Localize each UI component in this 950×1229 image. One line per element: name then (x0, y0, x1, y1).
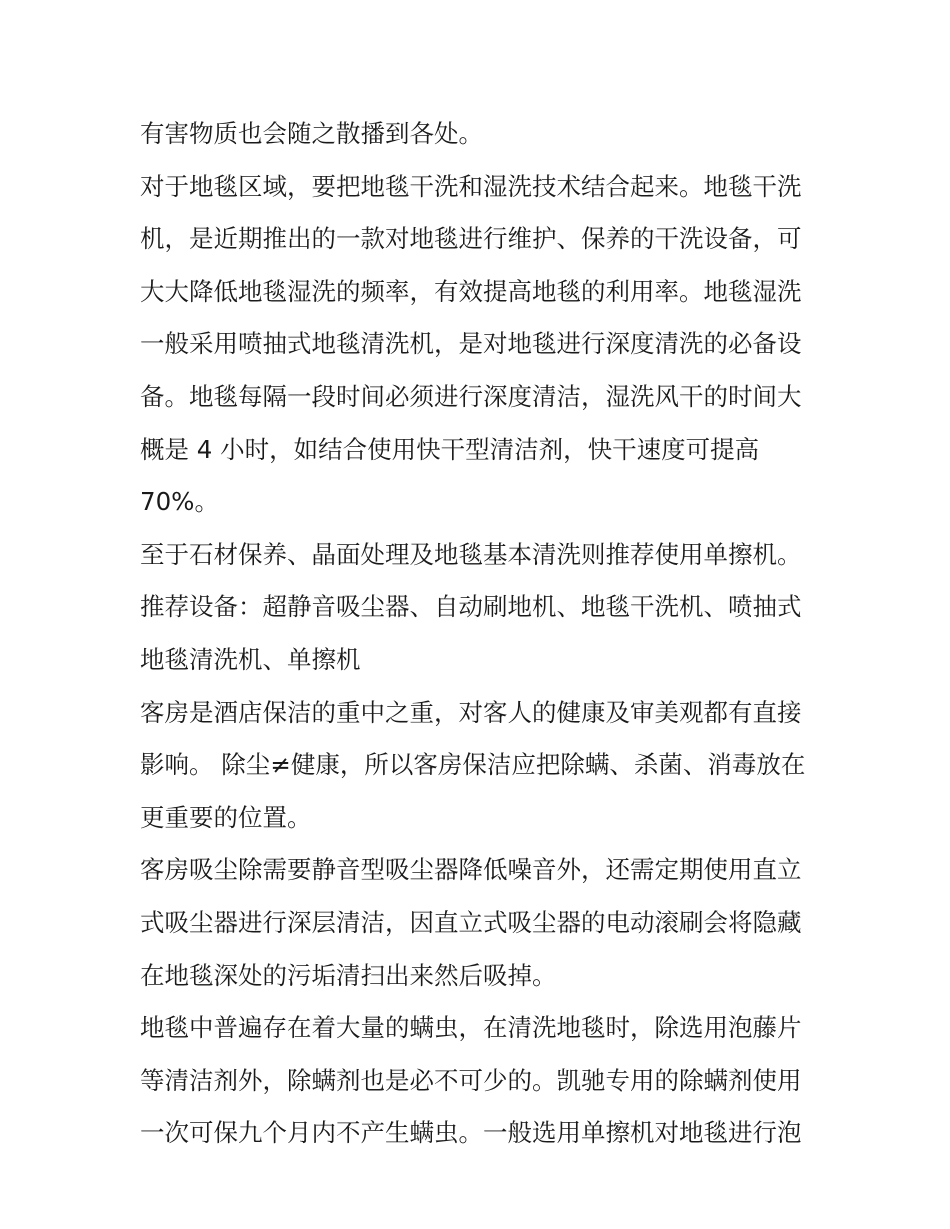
text-line: 有害物质也会随之散播到各处。 (140, 119, 483, 148)
text-line: 影响。 除尘≠健康，所以客房保洁应把除螨、杀菌、消毒放在 (140, 750, 806, 780)
body-text (140, 108, 815, 1160)
text-line: 70%。 (140, 487, 219, 517)
text-line: 备。地毯每隔一段时间必须进行深度清洁，湿洗风干的时间大 (140, 381, 802, 411)
text-line: 机，是近期推出的一款对地毯进行维护、保养的干洗设备，可 (140, 224, 802, 254)
text-line: 客房是酒店保洁的重中之重，对客人的健康及审美观都有直接 (140, 697, 802, 727)
text-line: 客房吸尘除需要静音型吸尘器降低噪音外，还需定期使用直立 (140, 855, 802, 885)
text-line: 更重要的位置。 (140, 802, 312, 832)
text-line: 大大降低地毯湿洗的频率，有效提高地毯的利用率。地毯湿洗 (140, 276, 802, 306)
text-line: 等清洁剂外，除螨剂也是必不可少的。凯驰专用的除螨剂使用 (140, 1065, 802, 1095)
text-line: 一次可保九个月内不产生螨虫。一般选用单擦机对地毯进行泡 (140, 1118, 802, 1148)
text-line: 地毯清洗机、单擦机 (140, 644, 361, 674)
text-line: 对于地毯区域，要把地毯干洗和湿洗技术结合起来。地毯干洗 (140, 171, 802, 201)
text-line: 概是 4 小时，如结合使用快干型清洁剂，快干速度可提高 (140, 434, 760, 464)
text-line: 至于石材保养、晶面处理及地毯基本清洗则推荐使用单擦机。 (140, 539, 802, 569)
text-line: 在地毯深处的污垢清扫出来然后吸掉。 (140, 960, 557, 990)
text-line: 地毯中普遍存在着大量的螨虫，在清洗地毯时，除选用泡藤片 (140, 1013, 802, 1043)
text-line: 式吸尘器进行深层清洁，因直立式吸尘器的电动滚刷会将隐藏 (140, 907, 802, 937)
text-line: 推荐设备：超静音吸尘器、自动刷地机、地毯干洗机、喷抽式 (140, 592, 802, 622)
text-line: 一般采用喷抽式地毯清洗机，是对地毯进行深度清洗的必备设 (140, 329, 802, 359)
